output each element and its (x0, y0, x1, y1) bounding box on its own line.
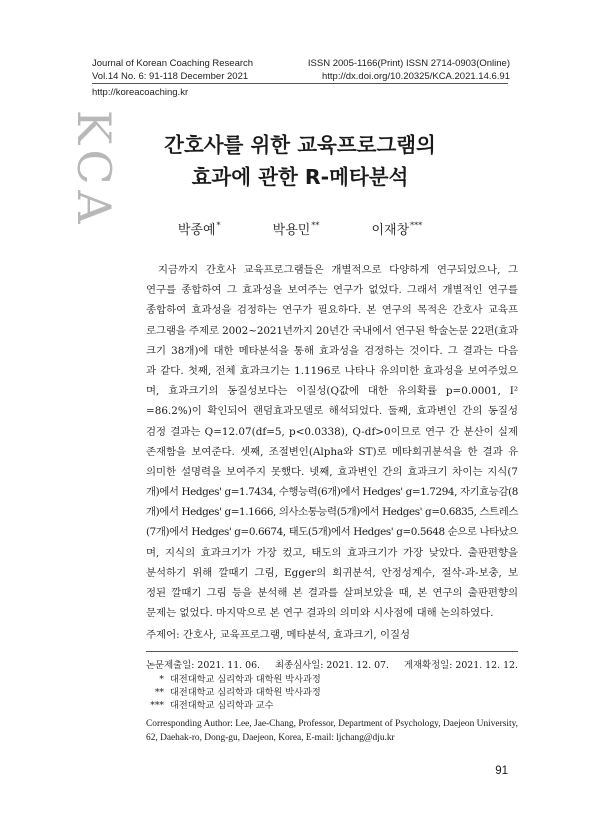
keywords: 주제어: 간호사, 교육프로그램, 메타분석, 효과크기, 이질성 (146, 629, 411, 641)
journal-header-right (308, 57, 510, 83)
footnote-1: * 대전대학교 심리학과 대학원 박사과정 (159, 674, 321, 685)
author-3: 이재창*** (371, 221, 423, 238)
corresponding-author: Corresponding Author: Lee, Jae-Chang, Professor, Department of Psychology, Daejeon University, 62, Daehak-ro, Dong-gu, Daejeon, Korea, E-mail: ljchang@dju.kr (146, 719, 518, 743)
accepted-date: 게재확정일: 2021. 12. 12. (403, 660, 518, 671)
header-divider (92, 83, 508, 84)
abstract-line: 정된 깔때기 그림 등을 분석해 본 결과를 살펴보았을 때, 본 연구의 출판편향의 (146, 587, 518, 599)
abstract-line: (7개)에서 Hedges' g=0.6674, 태도(5개)에서 Hedges' g=0.5648 순으로 나타났으 (146, 526, 518, 539)
paper-title-line2: 효과에 관한 R-메타분석 (191, 165, 409, 189)
author-list (0, 219, 600, 238)
submission-dates (146, 659, 518, 672)
footnote-3: *** 대전대학교 심리학과 교수 (150, 700, 274, 711)
logo-letter-c: C (67, 149, 121, 185)
abstract-line: 개)에서 Hedges' g=1.1666, 의사소통능력(5개)에서 Hedges' g=0.6835, 스트레스 (146, 506, 518, 519)
abstract-line: 존재함을 보여준다. 셋째, 조절변인(Alpha와 ST)로 메타회귀분석을 한 결과 유 (146, 445, 518, 458)
page-number: 91 (495, 765, 508, 777)
footnote-divider (146, 651, 518, 652)
issn: ISSN 2005-1166(Print) ISSN 2714-0903(Online) (307, 58, 510, 69)
received-date: 논문제출일: 2021. 11. 06. (146, 660, 261, 671)
journal-name: Journal of Korean Coaching Research (92, 58, 254, 69)
abstract-line: 며, 효과크기의 동질성보다는 이질성(Q값에 대한 유의확률 p=0.0001, I² (146, 385, 518, 398)
abstract-line: 며, 지식의 효과크기가 가장 컸고, 태도의 효과크기가 가장 낮았다. 출판편향을 (146, 546, 518, 559)
abstract-line: 의미한 설명력을 보여주지 못했다. 넷째, 효과변인 간의 효과크기 차이는 지식(7 (146, 465, 518, 478)
abstract-line: 문제는 없었다. 마지막으로 본 연구 결과의 의미와 시사점에 대해 논의하였다. (146, 607, 494, 620)
logo-letter-k: K (67, 109, 121, 145)
abstract-line: 검정 결과는 Q=12.07(df=5, p<0.0338), Q-df>0이므로 연구 간 분산이 실제 (146, 425, 518, 438)
abstract-line: 연구를 종합하여 그 효과성을 보여주는 연구가 없었다. 그래서 개별적인 연구를 (146, 284, 518, 297)
abstract-line: 지금까지 간호사 교육프로그램들은 개별적으로 다양하게 연구되었으나, 그 (158, 264, 518, 276)
abstract-line: 로그램을 주제로 2002~2021년까지 20년간 국내에서 연구된 학술논문 22편(효과 (146, 324, 519, 337)
author-2: 박용민** (272, 221, 320, 238)
journal-url[interactable]: http://koreacoaching.kr (92, 87, 189, 98)
journal-volume: Vol.14 No. 6: 91-118 December 2021 (92, 71, 249, 82)
doi-link[interactable]: http://dx.doi.org/10.20325/KCA.2021.14.6.91 (321, 71, 510, 82)
journal-header-left (92, 57, 253, 83)
abstract-line: 분석하기 위해 깔때기 그림, Egger의 회귀분석, 안정성계수, 절삭-과-보충, 보 (146, 566, 518, 579)
author-1: 박종예* (177, 221, 221, 238)
reviewed-date: 최종심사일: 2021. 12. 07. (274, 660, 390, 671)
abstract-line: =86.2%)이 확인되어 랜덤효과모델로 해석되었다. 둘째, 효과변인 간의 동질성 (146, 405, 518, 418)
paper-title-line1: 간호사를 위한 교육프로그램의 (164, 133, 436, 157)
footnote-2: ** 대전대학교 심리학과 대학원 박사과정 (154, 687, 321, 698)
abstract-line: 과 같다. 첫째, 전체 효과크기는 1.1196로 나타나 유의미한 효과성을 보여주었으 (146, 364, 518, 377)
abstract (146, 260, 518, 623)
abstract-line: 크기 38개)에 대한 메타분석을 통해 효과성을 검정하는 것이다. 그 결과는 다음 (146, 344, 518, 357)
abstract-line: 개)에서 Hedges' g=1.7434, 수행능력(6개)에서 Hedges' g=1.7294, 자기효능감(8 (146, 486, 518, 499)
logo-letter-a: A (67, 190, 121, 224)
abstract-line: 종합하여 효과성을 검정하는 연구가 필요하다. 본 연구의 목적은 간호사 교육프 (146, 304, 518, 317)
